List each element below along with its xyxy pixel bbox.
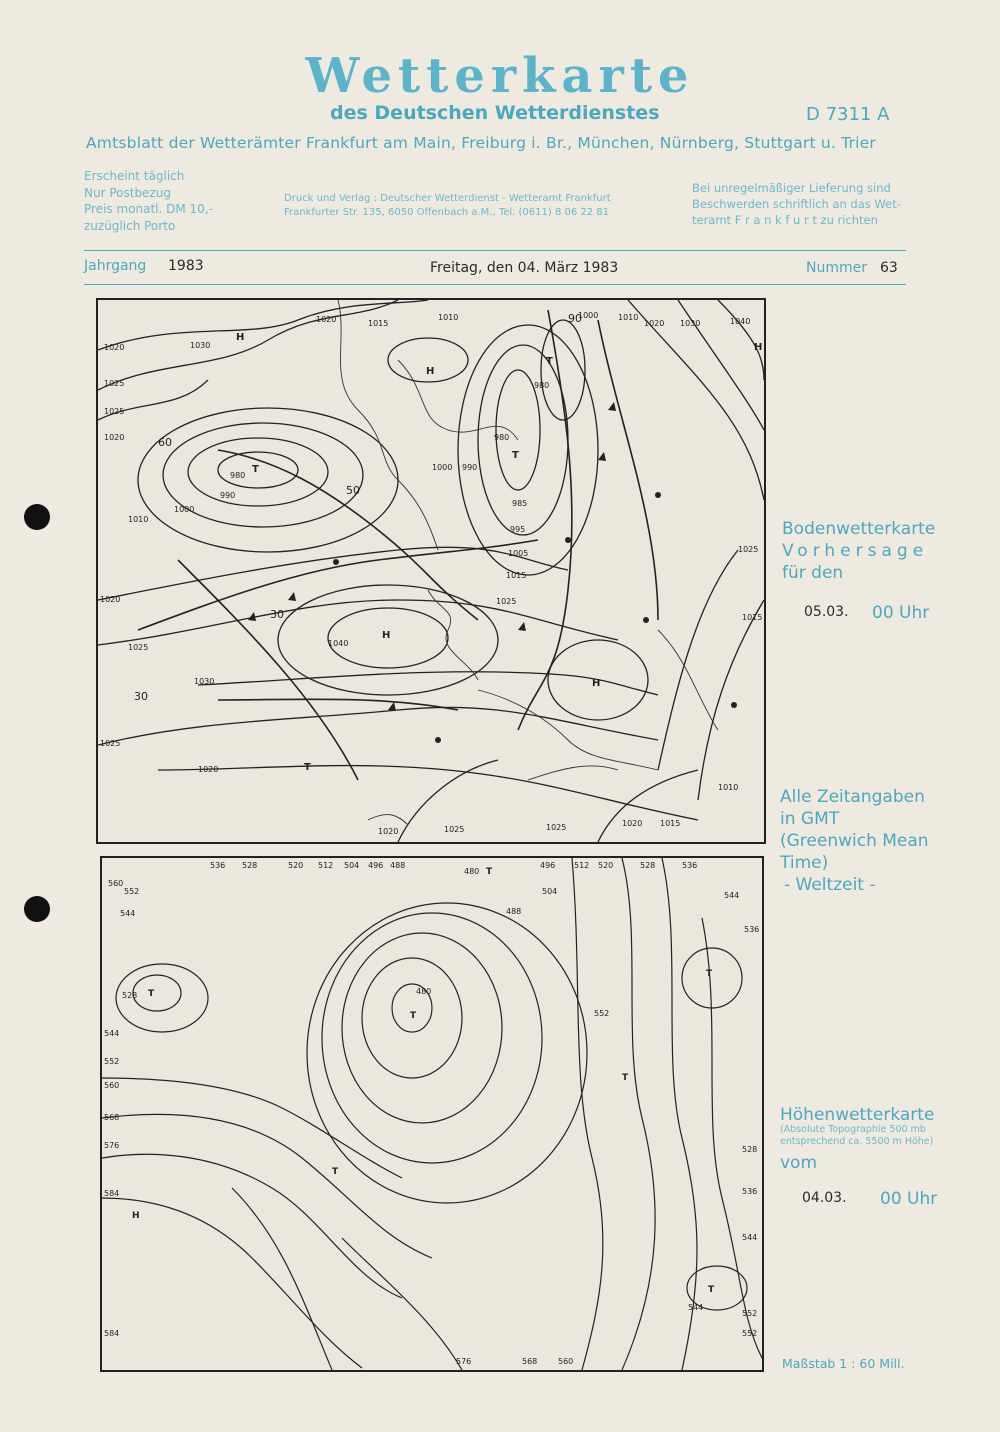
caption-line: Vorhersage bbox=[782, 541, 929, 561]
isobar-label: 1030 bbox=[680, 319, 701, 328]
height-label: 528 bbox=[122, 991, 138, 1000]
high-pressure-label: H bbox=[382, 630, 391, 641]
isobar-label: 1025 bbox=[104, 379, 125, 388]
high-pressure-label: H bbox=[426, 366, 435, 377]
height-label: 504 bbox=[344, 861, 360, 870]
height-label: 544 bbox=[742, 1233, 758, 1242]
upper-air-map bbox=[100, 856, 764, 1372]
height-label: 544 bbox=[120, 909, 136, 918]
high-pressure-label: H bbox=[132, 1211, 140, 1221]
official-gazette-line: Amtsblatt der Wetterämter Frankfurt am Main, Freiburg i. Br., München, Nürnberg, Stuttgart u. Trier bbox=[86, 134, 876, 152]
caption-line: Bodenwetterkarte bbox=[782, 519, 936, 539]
height-label: 488 bbox=[506, 907, 522, 916]
publication-line: Preis monatl. DM 10,- bbox=[84, 202, 213, 216]
isobar-label: 1025 bbox=[128, 643, 149, 652]
height-label: 528 bbox=[640, 861, 656, 870]
height-label: 536 bbox=[744, 925, 760, 934]
height-label: 568 bbox=[522, 1357, 538, 1366]
isobar-label: 1040 bbox=[730, 317, 751, 326]
height-label: 480 bbox=[416, 987, 432, 996]
jet-speed-label: 50 bbox=[346, 484, 360, 497]
surface-map-drawing bbox=[98, 300, 764, 842]
height-label: 560 bbox=[108, 879, 124, 888]
isobar-label: 1000 bbox=[174, 505, 195, 514]
isobar-label: 990 bbox=[462, 463, 478, 472]
punch-hole-bottom bbox=[24, 896, 50, 922]
punch-hole-top bbox=[24, 504, 50, 530]
time-note-line: (Greenwich Mean bbox=[780, 831, 929, 851]
height-label: 504 bbox=[542, 887, 558, 896]
isobar-label: 980 bbox=[534, 381, 550, 390]
isobar-label: 1020 bbox=[644, 319, 665, 328]
upper-map-detail bbox=[780, 1124, 933, 1148]
height-label: 552 bbox=[594, 1009, 610, 1018]
map-scale: Maßstab 1 : 60 Mill. bbox=[782, 1356, 905, 1371]
isobar-label: 1005 bbox=[508, 549, 529, 558]
isobar-label: 1030 bbox=[190, 341, 211, 350]
height-label: 536 bbox=[742, 1187, 758, 1196]
publisher-info bbox=[284, 192, 611, 220]
low-pressure-label: T bbox=[622, 1073, 629, 1083]
isobar-label: 1015 bbox=[660, 819, 681, 828]
low-pressure-label: T bbox=[486, 867, 493, 877]
isobar-label: 1010 bbox=[438, 313, 459, 322]
surface-map-time: 00 Uhr bbox=[872, 603, 930, 623]
height-label: 528 bbox=[242, 861, 258, 870]
isobar-label: 1020 bbox=[100, 595, 121, 604]
isobar-label: 1040 bbox=[328, 639, 349, 648]
surface-isobar-labels bbox=[100, 311, 762, 836]
coastlines bbox=[338, 300, 718, 825]
jet-speed-label: 30 bbox=[134, 690, 148, 703]
isobar-label: 1010 bbox=[128, 515, 149, 524]
height-label: 544 bbox=[104, 1029, 120, 1038]
height-label: 584 bbox=[104, 1329, 120, 1338]
height-label: 528 bbox=[742, 1145, 758, 1154]
isobar-label: 1020 bbox=[622, 819, 643, 828]
isobar-label: 995 bbox=[510, 525, 526, 534]
complaints-line: Bei unregelmäßiger Lieferung sind bbox=[692, 181, 891, 195]
isobar-label: 1025 bbox=[100, 739, 121, 748]
year-value: 1983 bbox=[168, 258, 204, 274]
jet-speed-label: 60 bbox=[158, 436, 172, 449]
height-label: 576 bbox=[456, 1357, 472, 1366]
height-label: 544 bbox=[724, 891, 740, 900]
isobar-label: 985 bbox=[512, 499, 528, 508]
isobar-label: 1020 bbox=[104, 433, 125, 442]
isobar-label: 1025 bbox=[496, 597, 517, 606]
upper-map-title: Höhenwetterkarte bbox=[780, 1105, 935, 1125]
caption-line: für den bbox=[782, 563, 844, 583]
surface-forecast-map bbox=[96, 298, 766, 844]
height-label: 496 bbox=[540, 861, 556, 870]
number-value: 63 bbox=[880, 260, 898, 276]
masthead-subtitle: des Deutschen Wetterdienstes bbox=[330, 102, 660, 124]
publisher-line: Druck und Verlag : Deutscher Wetterdienst - Wetteramt Frankfurt bbox=[284, 193, 611, 204]
height-label: 576 bbox=[104, 1141, 120, 1150]
height-label: 584 bbox=[104, 1189, 120, 1198]
isobar-label: 1020 bbox=[198, 765, 219, 774]
height-label: 536 bbox=[682, 861, 698, 870]
upper-map-drawing bbox=[102, 858, 762, 1370]
time-note-line: Time) bbox=[780, 853, 829, 873]
isobar-label: 1020 bbox=[104, 343, 125, 352]
isobar-label: 1000 bbox=[578, 311, 599, 320]
publication-line: zuzüglich Porto bbox=[84, 218, 176, 233]
isobar-label: 1025 bbox=[546, 823, 567, 832]
height-label: 520 bbox=[598, 861, 614, 870]
isobar-label: 1025 bbox=[738, 545, 759, 554]
high-pressure-label: H bbox=[236, 332, 245, 343]
height-label: 536 bbox=[210, 861, 226, 870]
high-pressure-label: H bbox=[592, 678, 601, 689]
low-pressure-label: T bbox=[252, 464, 259, 475]
publisher-line: Frankfurter Str. 135, 6050 Offenbach a.M., Tel. (0611) 8 06 22 81 bbox=[284, 207, 610, 218]
high-pressure-label: H bbox=[754, 342, 763, 353]
isobar-label: 1015 bbox=[742, 613, 763, 622]
isobar-lines bbox=[98, 300, 764, 842]
height-label: 488 bbox=[390, 861, 406, 870]
jet-speed-label: 30 bbox=[270, 608, 284, 621]
height-label: 520 bbox=[288, 861, 304, 870]
front-symbols bbox=[248, 402, 737, 743]
isobar-label: 1025 bbox=[444, 825, 465, 834]
low-pressure-label: T bbox=[410, 1011, 417, 1021]
height-label: 552 bbox=[104, 1057, 120, 1066]
time-note-line: - Weltzeit - bbox=[784, 875, 876, 895]
time-note-line: Alle Zeitangaben bbox=[780, 787, 925, 807]
low-pressure-label: T bbox=[546, 356, 553, 367]
upper-map-date: 04.03. bbox=[802, 1190, 847, 1206]
low-pressure-label: T bbox=[708, 1285, 715, 1295]
height-label: 552 bbox=[742, 1309, 758, 1318]
low-pressure-label: T bbox=[512, 450, 519, 461]
isobar-label: 1015 bbox=[506, 571, 527, 580]
detail-line: entsprechend ca. 5500 m Höhe) bbox=[780, 1136, 934, 1147]
height-label: 560 bbox=[104, 1081, 120, 1090]
isobar-label: 980 bbox=[230, 471, 246, 480]
isobar-label: 990 bbox=[220, 491, 236, 500]
height-label: 512 bbox=[318, 861, 334, 870]
height-contours bbox=[102, 858, 762, 1370]
isobar-label: 1020 bbox=[378, 827, 399, 836]
height-label: 552 bbox=[742, 1329, 758, 1338]
masthead-title: Wetterkarte bbox=[305, 48, 695, 104]
isobar-label: 1010 bbox=[618, 313, 639, 322]
height-label: 496 bbox=[368, 861, 384, 870]
header-rule-bottom bbox=[84, 284, 906, 285]
issue-date: Freitag, den 04. März 1983 bbox=[430, 260, 619, 276]
publication-code: D 7311 A bbox=[806, 104, 890, 125]
low-pressure-label: T bbox=[304, 762, 311, 773]
upper-height-labels bbox=[104, 861, 759, 1366]
surface-map-date: 05.03. bbox=[804, 604, 849, 620]
low-pressure-label: T bbox=[148, 989, 155, 999]
detail-line: (Absolute Topographie 500 mb bbox=[780, 1124, 926, 1135]
isobar-label: 1000 bbox=[432, 463, 453, 472]
publication-line: Erscheint täglich bbox=[84, 169, 185, 183]
complaints-line: teramt F r a n k f u r t zu richten bbox=[692, 213, 878, 227]
number-label: Nummer bbox=[806, 260, 867, 276]
height-label: 480 bbox=[464, 867, 480, 876]
isobar-label: 1020 bbox=[316, 315, 337, 324]
surface-map-caption bbox=[782, 518, 935, 584]
height-label: 512 bbox=[574, 861, 590, 870]
isobar-label: 1010 bbox=[718, 783, 739, 792]
time-note-line: in GMT bbox=[780, 809, 840, 829]
height-label: 568 bbox=[104, 1113, 120, 1122]
upper-map-vom: vom bbox=[780, 1153, 818, 1173]
header-rule-top bbox=[84, 250, 906, 251]
time-note bbox=[780, 786, 929, 896]
upper-map-time: 00 Uhr bbox=[880, 1189, 938, 1209]
isobar-label: 1025 bbox=[104, 407, 125, 416]
low-pressure-label: T bbox=[332, 1167, 339, 1177]
publication-info bbox=[84, 168, 213, 234]
year-label: Jahrgang bbox=[84, 258, 147, 274]
isobar-label: 980 bbox=[494, 433, 510, 442]
complaints-info bbox=[692, 180, 901, 228]
jet-speed-label: 90 bbox=[568, 312, 582, 325]
low-pressure-label: T bbox=[706, 969, 713, 979]
height-label: 552 bbox=[124, 887, 140, 896]
complaints-line: Beschwerden schriftlich an das Wet- bbox=[692, 197, 901, 211]
height-label: 544 bbox=[688, 1303, 704, 1312]
isobar-label: 1015 bbox=[368, 319, 389, 328]
publication-line: Nur Postbezug bbox=[84, 185, 171, 200]
height-label: 560 bbox=[558, 1357, 574, 1366]
isobar-label: 1030 bbox=[194, 677, 215, 686]
